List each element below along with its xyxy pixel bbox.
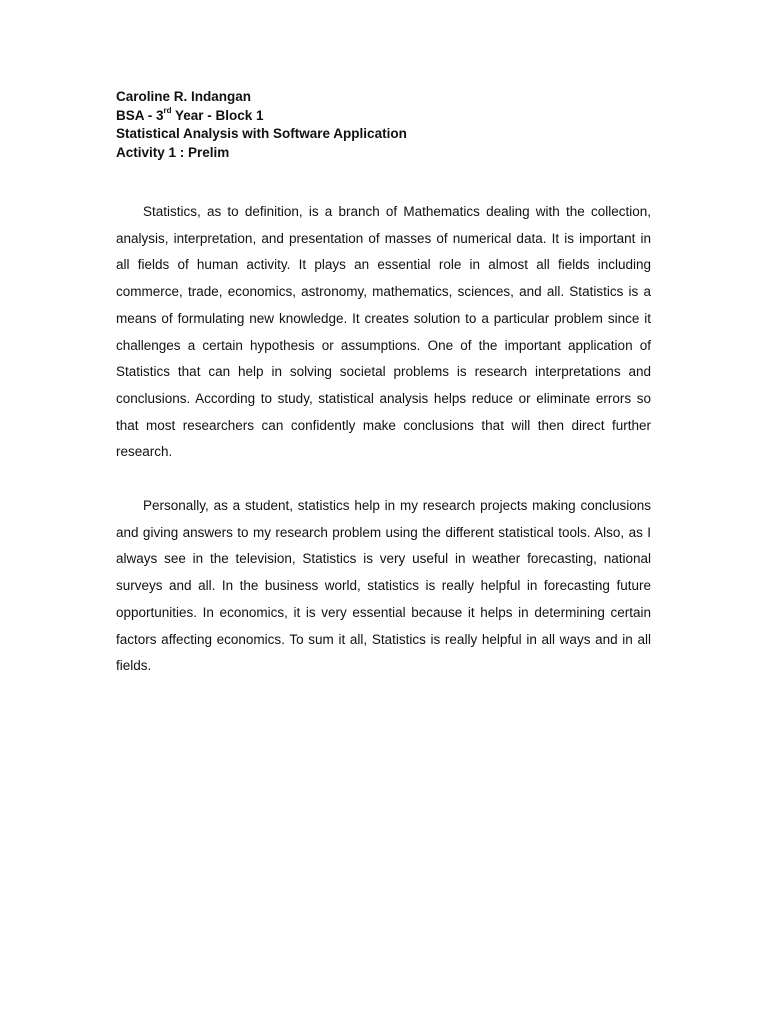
student-name: Caroline R. Indangan <box>116 89 252 104</box>
program-prefix: BSA - 3 <box>116 107 164 123</box>
document-header <box>116 88 652 162</box>
program-suffix: Year - Block 1 <box>171 107 264 123</box>
paragraph-personal: Personally, as a student, statistics help in my research projects making conclusions and giving answers to my research problem using the different statistical tools. Also, as I always see in the television, Statistics is very useful in weather forecasting, national surveys and all. In the business world, statistics is really helpful in forecasting future opportunities. In economics, it is very essential because it helps in determining certain factors affecting economics. To sum it all, Statistics is really helpful in all ways and in all fields. <box>116 498 651 674</box>
course-title: Statistical Analysis with Software Application <box>116 126 407 141</box>
program-superscript: rd <box>163 106 172 115</box>
program-line <box>116 107 652 126</box>
paragraph-definition: Statistics, as to definition, is a branch of Mathematics dealing with the collection, analysis, interpretation, and presentation of masses of numerical data. It is important in all fields of human activity. It plays an essential role in almost all fields including commerce, trade, economics, astronomy, mathematics, sciences, and all. Statistics is a means of formulating new knowledge. It creates solution to a particular problem since it challenges a certain hypothesis or assumptions. One of the important application of Statistics that can help in solving societal problems is research interpretations and conclusions. According to study, statistical analysis helps reduce or eliminate errors so that most researchers can confidently make conclusions that will then direct further research. <box>116 204 651 460</box>
activity-title: Activity 1 : Prelim <box>116 144 230 160</box>
